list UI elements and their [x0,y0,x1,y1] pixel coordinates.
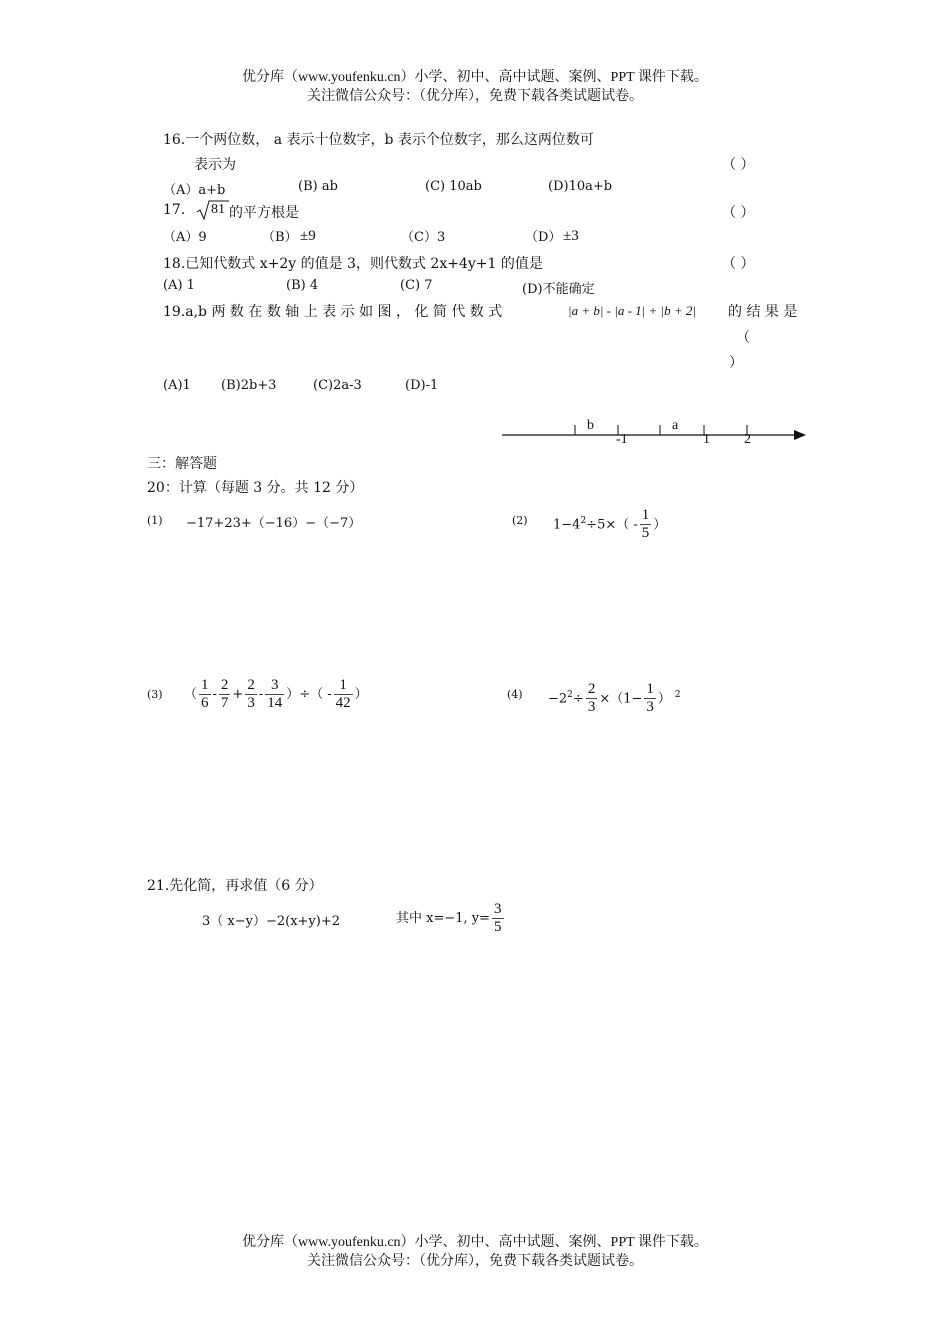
q20-p3-frac-5: $\frac{1}{42}$ [335,677,351,711]
label-1: 1 [703,432,710,447]
q17-stem: 的平方根是 [229,205,299,221]
q17-option-c: （C）3 [401,230,446,245]
number-line [500,415,810,450]
q19-stem: 19.a,b 两 数 在 数 轴 上 表 示 如 图 ， 化 简 代 数 式 [163,304,503,320]
q19-option-b: (B)2b+3 [221,378,277,393]
q20-p1-label: (1) [147,514,163,527]
q18-stem: 18.已知代数式 x+2y 的值是 3，则代数式 2x+4y+1 的值是 [163,256,543,272]
q18-option-b: (B) 4 [286,278,319,293]
q18-option-a: (A) 1 [163,278,195,293]
q16-answer-paren: （ ） [722,157,755,173]
q20-p3-frac-3: $\frac{2}{3}$ [247,677,255,711]
header-line-2: 关注微信公众号：（优分库），免费下载各类试题试卷。 [307,89,643,104]
q17-option-a: （A）9 [163,230,207,245]
q18-option-d: (D)不能确定 [522,282,595,297]
label-b: b [587,418,594,433]
q19-stem-end: 的 结 果 是 [728,304,798,320]
q19-paren-close: ） [729,355,743,371]
q20-p3-frac-1: $\frac{1}{6}$ [201,677,209,711]
q21-condition: 其中 x=−1, y= $\frac{3}{5}$ [396,901,502,935]
q19-option-d: (D)-1 [405,378,439,393]
q20-p4-frac-2: $\frac{1}{3}$ [646,681,654,716]
q20-p3-frac-2: $\frac{2}{7}$ [220,677,229,711]
q20-p2-frac: $\frac{1}{5}$ [641,507,650,542]
q20-p3-expr: （ $\frac{1}{6}$ - $\frac{2}{7}$ + $\frac{2}{3}$ - $\frac{3}{14}$ ）÷（ - $\frac{1}{42}$ ） [184,677,368,711]
q16-option-b: (B) ab [298,179,338,194]
label-a: a [672,418,679,433]
q20-p1-expr: −17+23+（−16）−（−7） [186,516,362,531]
label-minus-1: -1 [616,432,628,447]
q20-p2-label: (2) [512,514,528,527]
q20-p4-label: (4) [507,688,523,701]
q16-option-c: (C) 10ab [425,179,482,194]
label-2: 2 [744,432,751,447]
q20-p2-exp: 2 [580,516,587,526]
q17-option-d: ±3 [563,228,579,244]
q19-paren-open: （ [736,330,750,346]
q21-y-frac: $\frac{3}{5}$ [494,901,502,935]
q19-abs-expression: |a + b| - |a - 1| + |b + 2| [568,303,696,318]
q20-p3-label: (3) [147,688,163,701]
q16-stem-2: 表示为 [194,157,236,173]
q16-option-d: (D)10a+b [548,179,613,194]
q20-p2-expr [553,503,666,543]
q16-option-a: （A）a+b [163,183,226,198]
q20-title: 20：计算（每题 3 分。共 12 分） [147,480,364,496]
q17-option-b: ±9 [300,228,316,244]
q20-p2-mid: ÷5×（ - [586,517,638,533]
q17-number: 17. [163,202,186,218]
section-3-title: 三：解答题 [147,456,217,472]
q20-p2-pre: 1−4 [553,517,581,533]
q21-title: 21.先化简，再求值（6 分） [147,878,323,894]
q20-p3-frac-4: $\frac{3}{14}$ [267,677,283,711]
q18-answer-paren: （ ） [722,256,755,272]
q19-option-c: (C)2a-3 [313,378,362,393]
q20-p2-end: ） [653,517,667,533]
q19-option-a: (A)1 [163,378,191,393]
q17-answer-paren: （ ） [722,205,755,221]
q21-expr: 3（ x−y）−2(x+y)+2 [202,914,341,929]
header-line-1: 优分库（www.youfenku.cn）小学、初中、高中试题、案例、PPT 课件下载。 [242,70,708,85]
footer-line-2: 关注微信公众号：（优分库），免费下载各类试题试卷。 [307,1254,643,1269]
q16-stem: 16.一个两位数， a 表示十位数字，b 表示个位数字，那么这两位数可 [163,132,594,148]
q17-option-b-label: （B） [262,230,298,245]
q20-p4-frac-1: $\frac{2}{3}$ [587,681,596,716]
q17-option-d-label: （D） [525,230,562,245]
radicand: 81 [211,202,225,217]
arrow-head-icon [794,430,806,440]
number-line-axis [500,415,810,450]
q20-p4-expr: $-2^2\div$ $\frac{2}{3}$ ×（1− $\frac{1}{3}$ ） $^2$ [548,681,681,716]
q18-option-c: (C) 7 [400,278,433,293]
footer-line-1: 优分库（www.youfenku.cn）小学、初中、高中试题、案例、PPT 课件下载。 [242,1235,708,1250]
